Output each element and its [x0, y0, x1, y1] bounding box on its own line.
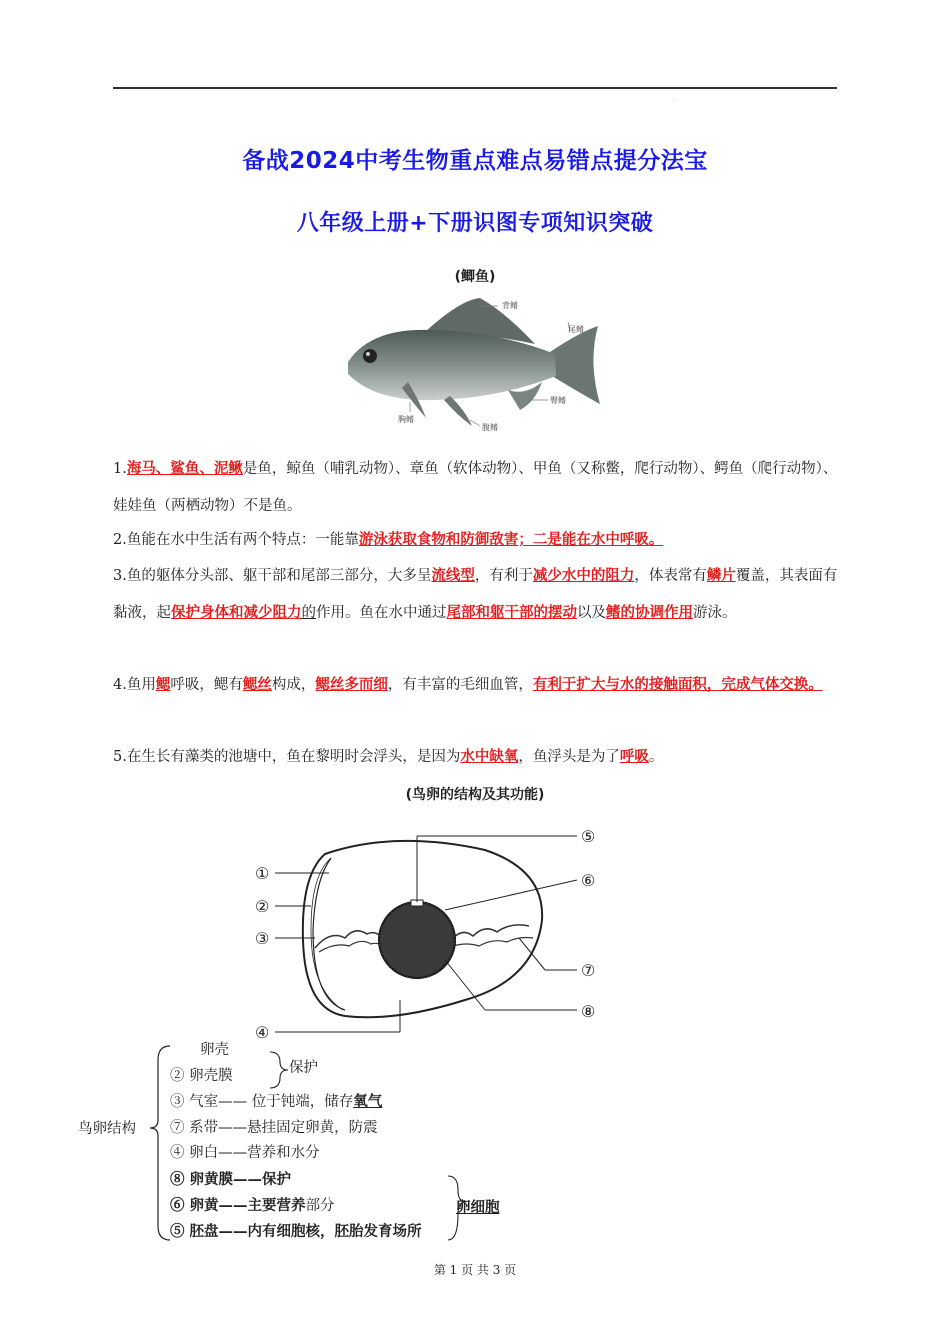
- caudal-fin: [550, 326, 600, 404]
- tree-item-shell: 卵壳: [200, 1042, 229, 1058]
- num-8: ⑧: [581, 1002, 596, 1021]
- page-title: 备战2024中考生物重点难点易错点提分法宝: [242, 148, 708, 174]
- num-1: ①: [255, 864, 270, 883]
- label-pelvic: 腹鳍: [482, 423, 498, 432]
- tree-item-germinal-disc: ⑤ 胚盘——内有细胞核，胚胎发育场所: [170, 1223, 422, 1241]
- num-4: ④: [255, 1023, 270, 1042]
- fish-heading: (鲫鱼): [454, 269, 496, 285]
- label-pectoral: 胸鳍: [398, 415, 414, 424]
- header-rule: [113, 87, 837, 89]
- tree-item-yolk: ⑥ 卵黄——主要营养部分: [170, 1196, 335, 1214]
- fish-point-3: 3.鱼的躯体分头部、躯干部和尾部三部分，大多呈流线型，有利于减少水中的阻力，体表常有鳞片覆盖，其表面有黏液，起保护身体和减少阻力的作用。鱼在水中通过尾部和躯干部的摆动以及鳍的协调作用游泳。: [113, 567, 838, 621]
- egg-cell-label: 卵细胞: [456, 1199, 500, 1216]
- decorative-mark: ˙: [673, 100, 676, 107]
- fish-point-4: 4.鱼用鳃呼吸，鳃有鳃丝构成，鳃丝多而细，有丰富的毛细血管，有利于扩大与水的接触面积，完成气体交换。: [113, 676, 823, 693]
- tree-item-chalaza: ⑦ 系带——悬挂固定卵黄，防震: [170, 1119, 378, 1136]
- label-dorsal: 背鳍: [502, 301, 518, 310]
- tree-item-membrane: ② 卵壳膜: [170, 1067, 233, 1084]
- page-subtitle: 八年级上册+下册识图专项知识突破: [296, 211, 654, 236]
- label-caudal: 尾鳍: [568, 325, 584, 334]
- fish-eye: [363, 349, 377, 363]
- num-2: ②: [255, 897, 270, 916]
- num-3: ③: [255, 929, 270, 948]
- egg-diagram: [245, 820, 615, 1045]
- num-6: ⑥: [581, 871, 596, 890]
- pelvic-fin: [444, 396, 472, 426]
- yolk: [379, 902, 455, 978]
- num-7: ⑦: [581, 961, 596, 980]
- label-anal: 臀鳍: [550, 396, 566, 405]
- tree-item-air-cell: ③ 气室—— 位于钝端，储存氧气: [170, 1093, 383, 1111]
- protect-label: 保护: [289, 1060, 318, 1076]
- main-brace: [150, 1046, 170, 1240]
- fish-point-1: 1.海马、鲨鱼、泥鳅是鱼，鲸鱼（哺乳动物）、章鱼（软体动物）、甲鱼（又称鳖，爬行动物）、鳄鱼（爬行动物）、娃娃鱼（两栖动物）不是鱼。: [113, 460, 838, 514]
- tree-root: 鸟卵结构: [78, 1121, 136, 1137]
- fish-figure: [330, 292, 620, 440]
- fish-point-5: 5.在生长有藻类的池塘中，鱼在黎明时会浮头，是因为水中缺氧，鱼浮头是为了呼吸。: [113, 748, 664, 765]
- tree-item-vitelline: ⑧ 卵黄膜——保护: [170, 1170, 292, 1188]
- egg-heading: (鸟卵的结构及其功能): [405, 787, 545, 803]
- fish-point-2: 2.鱼能在水中生活有两个特点：一能靠游泳获取食物和防御敌害；二是能在水中呼吸。: [113, 531, 664, 548]
- num-5: ⑤: [581, 827, 596, 846]
- tree-item-albumen: ④ 卵白——营养和水分: [170, 1145, 320, 1162]
- page-footer: 第 1 页 共 3 页: [433, 1263, 517, 1277]
